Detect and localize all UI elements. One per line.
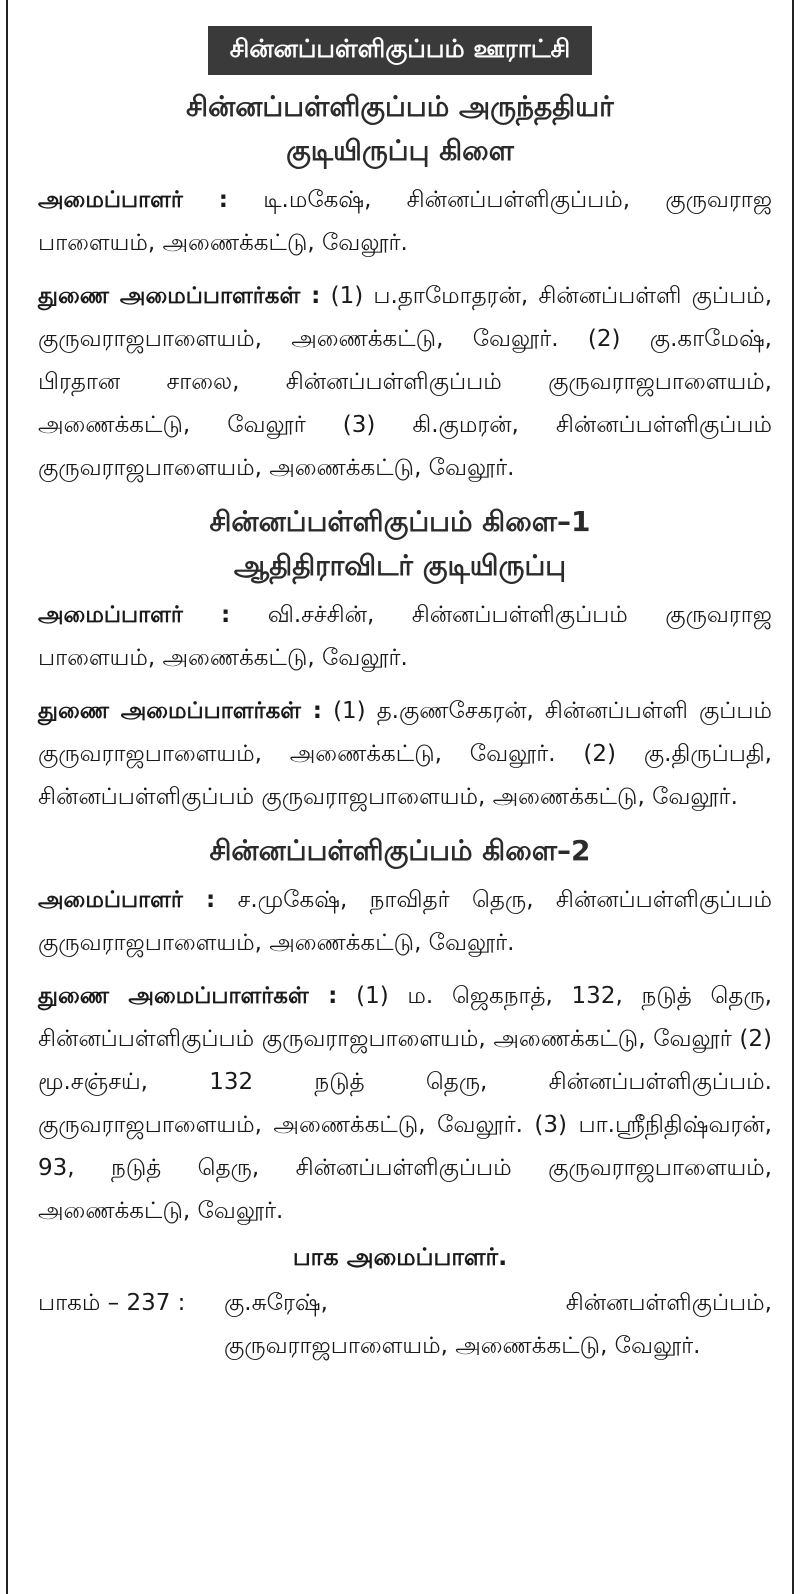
deputy-paragraph	[38, 975, 772, 1233]
section-3	[8, 829, 792, 1233]
organizer-paragraph	[38, 879, 772, 965]
section-heading	[8, 829, 792, 873]
deputy-text: (1) ப.தாமோதரன், சின்னப்பள்ளி குப்பம், குருவராஜபாளையம், அணைக்கட்டு, வேலூர். (2) கு.காமேஷ், பிரதான சாலை, சின்னப்பள்ளிகுப்பம் குருவராஜபாளையம், அணைக்கட்டு, வேலூர் (3) கி.குமரன், சின்னப்பள்ளிகுப்பம் குருவராஜபாளையம், அணைக்கட்டு, வேலூர்.	[38, 283, 773, 481]
heading-line: சின்னப்பள்ளிகுப்பம் கிளை–1	[209, 505, 591, 538]
part-section	[8, 1243, 792, 1368]
banner-wrap	[8, 0, 792, 75]
section-2	[8, 500, 792, 819]
organizer-text: ச.முகேஷ், நாவிதர் தெரு, சின்னப்பள்ளிகுப்பம் குருவராஜபாளையம், அணைக்கட்டு, வேலூர்.	[38, 887, 773, 956]
heading-line: சின்னப்பள்ளிகுப்பம் கிளை–2	[209, 834, 591, 867]
heading-line: ஆதிதிராவிடர் குடியிருப்பு	[233, 549, 567, 582]
organizer-label: அமைப்பாளர் :	[38, 887, 216, 913]
deputy-label: துணை அமைப்பாளர்கள் :	[38, 983, 338, 1009]
organizer-label: அமைப்பாளர் :	[38, 187, 228, 213]
heading-line: சின்னப்பள்ளிகுப்பம் அருந்ததியர்	[186, 90, 614, 123]
part-label: பாகம் – 237 :	[38, 1290, 186, 1316]
panchayat-banner: சின்னப்பள்ளிகுப்பம் ஊராட்சி	[208, 26, 593, 75]
heading-line: குடியிருப்பு கிளை	[286, 134, 514, 167]
page-frame	[6, 0, 794, 1594]
part-section-title: பாக அமைப்பாளர்.	[292, 1243, 508, 1271]
section-1	[8, 85, 792, 490]
organizer-label: அமைப்பாளர் :	[38, 602, 231, 628]
part-entry	[38, 1282, 772, 1368]
deputy-paragraph	[38, 275, 772, 490]
organizer-paragraph	[38, 594, 772, 680]
deputy-label: துணை அமைப்பாளர்கள் :	[38, 283, 321, 309]
part-text: கு.சுரேஷ், சின்னபள்ளிகுப்பம், குருவராஜபாளையம், அணைக்கட்டு, வேலூர்.	[224, 1290, 772, 1359]
organizer-text: வி.சச்சின், சின்னப்பள்ளிகுப்பம் குருவராஜ பாளையம், அணைக்கட்டு, வேலூர்.	[38, 602, 772, 671]
deputy-paragraph	[38, 690, 772, 819]
organizer-paragraph	[38, 179, 772, 265]
deputy-text: (1) த.குணசேகரன், சின்னப்பள்ளி குப்பம் குருவராஜபாளையம், அணைக்கட்டு, வேலூர். (2) கு.திருப்பதி, சின்னப்பள்ளிகுப்பம் குருவராஜபாளையம், அணைக்கட்டு, வேலூர்.	[38, 698, 773, 810]
organizer-text: டி.மகேஷ், சின்னப்பள்ளிகுப்பம், குருவராஜ பாளையம், அணைக்கட்டு, வேலூர்.	[38, 187, 772, 256]
section-heading	[8, 500, 792, 588]
section-heading	[8, 85, 792, 173]
deputy-label: துணை அமைப்பாளர்கள் :	[38, 698, 322, 724]
deputy-text: (1) ம. ஜெகநாத், 132, நடுத் தெரு, சின்னப்பள்ளிகுப்பம் குருவராஜபாளையம், அணைக்கட்டு, வேலூர் (2) மூ.சஞ்சய், 132 நடுத் தெரு, சின்னப்பள்ளிகுப்பம். குருவராஜபாளையம், அணைக்கட்டு, வேலூர். (3) பா.ஸ்ரீநிதிஷ்வரன், 93, நடுத் தெரு, சின்னப்பள்ளிகுப்பம் குருவராஜபாளையம், அணைக்கட்டு, வேலூர்.	[38, 983, 772, 1224]
